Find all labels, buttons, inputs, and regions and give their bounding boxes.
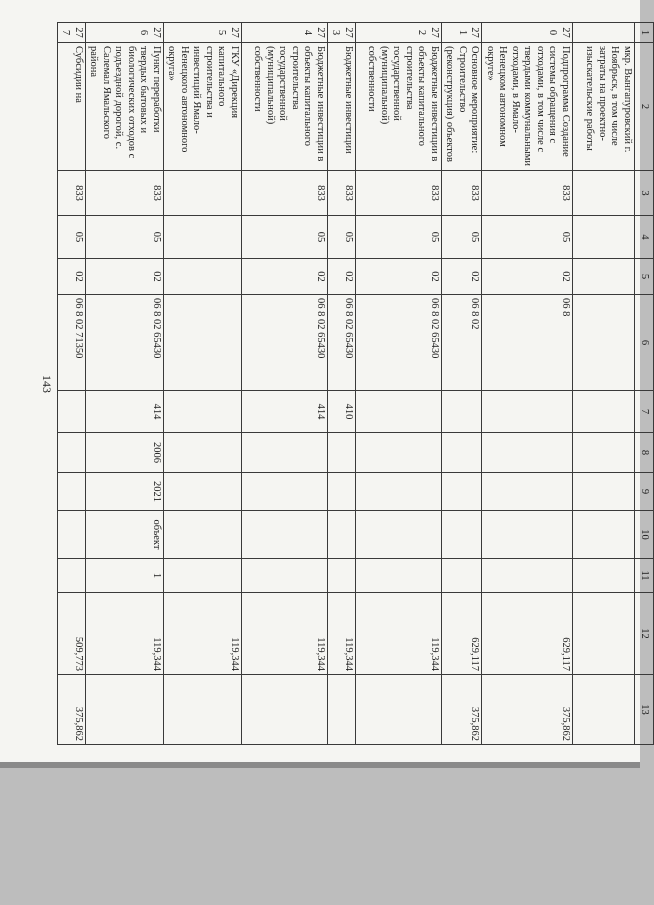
table-row — [86, 23, 164, 745]
table-cell-c10 — [482, 511, 573, 559]
header-cell: 4 — [635, 216, 654, 259]
table-cell-c2: Подпрограмма Создание системы обращения с отходами, в том числе с твердыми коммунальными отходами, в Ямало-Ненецком автономном округе» — [482, 43, 573, 171]
table-cell-c13 — [164, 675, 242, 745]
table-cell-c13: 375,862 — [442, 675, 483, 745]
table-cell-c11 — [356, 559, 442, 593]
table-cell-c12: 119,344 — [86, 593, 164, 675]
table-cell-c5: 02 — [328, 259, 356, 295]
table-cell-c7 — [442, 391, 483, 433]
table-cell-c12: 629,117 — [442, 593, 483, 675]
table-cell-c13: 375,862 — [482, 675, 573, 745]
table-cell-c6 — [573, 295, 635, 391]
table-row — [573, 23, 635, 745]
table-cell-c5: 02 — [482, 259, 573, 295]
table-cell-c11 — [58, 559, 86, 593]
table-cell-c8 — [573, 433, 635, 473]
table-cell-c12: 119,344 — [328, 593, 356, 675]
budget-table — [57, 22, 654, 745]
table-cell-c10 — [573, 511, 635, 559]
table-cell-c10 — [442, 511, 483, 559]
table-cell-c1: 277 — [58, 23, 86, 43]
table-cell-c5: 02 — [356, 259, 442, 295]
table-cell-c10 — [58, 511, 86, 559]
table-cell-c2: Основное мероприятие: Строительство (реконструкция) объектов — [442, 43, 483, 171]
table-cell-c7 — [482, 391, 573, 433]
table-cell-c13 — [242, 675, 328, 745]
table-cell-c4: 05 — [328, 216, 356, 259]
header-cell: 9 — [635, 473, 654, 511]
table-cell-c2: Бюджетные инвестиции в объекты капитального строительства государственной (муниципальной) собственности — [242, 43, 328, 171]
table-cell-c11 — [328, 559, 356, 593]
table-cell-c4: 05 — [58, 216, 86, 259]
table-cell-c5: 02 — [242, 259, 328, 295]
table-cell-c4: 05 — [356, 216, 442, 259]
table-cell-c11: 1 — [86, 559, 164, 593]
table-cell-c8 — [242, 433, 328, 473]
table-cell-c8: 2006 — [86, 433, 164, 473]
table-cell-c10: объект — [86, 511, 164, 559]
table-cell-c11 — [242, 559, 328, 593]
table-cell-c11 — [573, 559, 635, 593]
table-cell-c9: 2021 — [86, 473, 164, 511]
table-cell-c10 — [242, 511, 328, 559]
table-cell-c12: 509,773 — [58, 593, 86, 675]
table-row — [328, 23, 356, 745]
table-cell-c8 — [58, 433, 86, 473]
table-cell-c2: мкр. Вынгапуровский г. Ноябрьск, в том числе затраты на проектно-изыскательские работы — [573, 43, 635, 171]
table-row — [58, 23, 86, 745]
table-cell-c3: 833 — [242, 171, 328, 216]
table-cell-c9 — [328, 473, 356, 511]
table-cell-c5: 02 — [442, 259, 483, 295]
table-cell-c13: 375,862 — [58, 675, 86, 745]
rotated-table-wrapper — [60, 22, 654, 744]
header-cell: 2 — [635, 43, 654, 171]
table-cell-c6 — [164, 295, 242, 391]
table-cell-c2: Пункт переработки твердых бытовых и биологических отходов с подъездной дорогой, с. Салемал Ямальского района — [86, 43, 164, 171]
table-cell-c13 — [356, 675, 442, 745]
table-cell-c7: 414 — [242, 391, 328, 433]
table-cell-c3: 833 — [86, 171, 164, 216]
table-cell-c11 — [482, 559, 573, 593]
table-cell-c9 — [356, 473, 442, 511]
table-row — [164, 23, 242, 745]
table-cell-c6: 06 8 02 — [442, 295, 483, 391]
table-cell-c8 — [356, 433, 442, 473]
table-cell-c4: 05 — [86, 216, 164, 259]
table-cell-c10 — [164, 511, 242, 559]
table-cell-c6: 06 8 02 65430 — [328, 295, 356, 391]
header-cell: 1 — [635, 23, 654, 43]
table-cell-c13 — [86, 675, 164, 745]
table-cell-c6: 06 8 02 65430 — [356, 295, 442, 391]
table-cell-c10 — [328, 511, 356, 559]
table-cell-c8 — [482, 433, 573, 473]
table-cell-c2: Бюджетные инвестиции — [328, 43, 356, 171]
table-cell-c7 — [58, 391, 86, 433]
header-cell: 3 — [635, 171, 654, 216]
table-cell-c7 — [573, 391, 635, 433]
table-cell-c12: 119,344 — [356, 593, 442, 675]
table-cell-c5: 02 — [86, 259, 164, 295]
table-cell-c6: 06 8 02 65430 — [86, 295, 164, 391]
table-cell-c9 — [482, 473, 573, 511]
table-cell-c7: 414 — [86, 391, 164, 433]
table-cell-c7: 410 — [328, 391, 356, 433]
header-cell: 7 — [635, 391, 654, 433]
table-cell-c5: 02 — [58, 259, 86, 295]
table-cell-c9 — [442, 473, 483, 511]
header-cell: 11 — [635, 559, 654, 593]
scan-edge — [0, 762, 640, 768]
table-cell-c1: 276 — [86, 23, 164, 43]
table-row — [356, 23, 442, 745]
table-cell-c9 — [573, 473, 635, 511]
table-row — [482, 23, 573, 745]
table-cell-c11 — [164, 559, 242, 593]
table-cell-c12 — [573, 593, 635, 675]
table-cell-c8 — [328, 433, 356, 473]
table-cell-c12: 119,344 — [164, 593, 242, 675]
table-cell-c2: Бюджетные инвестиции в объекты капитального строительства государственной (муниципальной) собственности — [356, 43, 442, 171]
table-cell-c1: 271 — [442, 23, 483, 43]
table-cell-c8 — [164, 433, 242, 473]
table-cell-c5 — [573, 259, 635, 295]
table-cell-c1: 273 — [328, 23, 356, 43]
table-cell-c1: 270 — [482, 23, 573, 43]
header-cell: 12 — [635, 593, 654, 675]
table-cell-c1: 274 — [242, 23, 328, 43]
header-cell: 5 — [635, 259, 654, 295]
table-cell-c3: 833 — [482, 171, 573, 216]
table-cell-c6: 06 8 02 65430 — [242, 295, 328, 391]
table-cell-c7 — [356, 391, 442, 433]
table-cell-c4: 05 — [242, 216, 328, 259]
header-cell: 6 — [635, 295, 654, 391]
table-cell-c10 — [356, 511, 442, 559]
header-row — [635, 23, 654, 745]
table-cell-c9 — [164, 473, 242, 511]
table-cell-c4: 05 — [442, 216, 483, 259]
table-cell-c2: ГКУ «Дирекция капитального строительства и инвестиций Ямало-Ненецкого автономного округа» — [164, 43, 242, 171]
table-cell-c7 — [164, 391, 242, 433]
table-cell-c6: 06 8 — [482, 295, 573, 391]
table-cell-c1 — [573, 23, 635, 43]
table-cell-c9 — [58, 473, 86, 511]
table-cell-c3: 833 — [356, 171, 442, 216]
table-cell-c1: 275 — [164, 23, 242, 43]
table-row — [242, 23, 328, 745]
header-cell: 13 — [635, 675, 654, 745]
table-cell-c3: 833 — [328, 171, 356, 216]
table-cell-c1: 272 — [356, 23, 442, 43]
table-cell-c11 — [442, 559, 483, 593]
table-cell-c13 — [573, 675, 635, 745]
header-cell: 10 — [635, 511, 654, 559]
header-cell: 8 — [635, 433, 654, 473]
table-cell-c4: 05 — [482, 216, 573, 259]
table-cell-c8 — [442, 433, 483, 473]
table-cell-c3: 833 — [58, 171, 86, 216]
table-cell-c13 — [328, 675, 356, 745]
table-cell-c12: 119,344 — [242, 593, 328, 675]
table-cell-c2: Субсидии на — [58, 43, 86, 171]
page-number: 143 — [40, 375, 54, 393]
table-cell-c6: 06 8 02 71350 — [58, 295, 86, 391]
table-cell-c3 — [164, 171, 242, 216]
table-row — [442, 23, 483, 745]
table-cell-c3: 833 — [442, 171, 483, 216]
table-cell-c4 — [164, 216, 242, 259]
table-cell-c3 — [573, 171, 635, 216]
table-cell-c12: 629,117 — [482, 593, 573, 675]
table-cell-c9 — [242, 473, 328, 511]
table-cell-c4 — [573, 216, 635, 259]
table-cell-c5 — [164, 259, 242, 295]
